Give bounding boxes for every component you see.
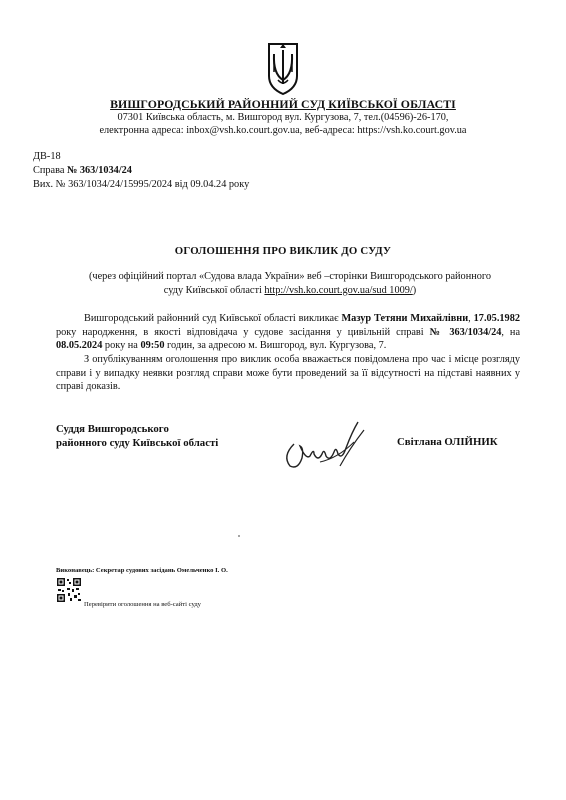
court-address: 07301 Київська область, м. Вишгород вул. Кургузова, 7, тел.(04596)-26-170, xyxy=(117,112,449,123)
notice-paragraph-1 xyxy=(56,312,520,353)
p1-text-d: , на xyxy=(501,326,521,338)
court-contacts: електронна адреса: inbox@vsh.ko.court.gov.ua, веб-адреса: https://vsh.ko.court.gov.ua xyxy=(99,125,467,136)
subtitle-text: (через офіційний портал «Судова влада України» веб –сторінки Вишгородського районного суду Київської області xyxy=(89,271,491,296)
p1-text-a: Вишгородський районний суд Київської області викликає xyxy=(84,313,342,324)
form-code: ДВ-18 xyxy=(33,151,61,162)
judge-position-line-1: Суддя Вишгородського xyxy=(56,423,169,435)
notice-subtitle xyxy=(80,270,500,297)
p1-text-e: року на xyxy=(102,340,141,352)
executor-line: Виконавець: Секретар судових засідань Омельченко І. О. xyxy=(56,567,228,574)
trident-emblem-icon xyxy=(265,40,301,96)
hearing-date: 08.05.2024 xyxy=(56,340,103,352)
notice-title: ОГОЛОШЕННЯ ПРО ВИКЛИК ДО СУДУ xyxy=(174,245,392,257)
p1-text-f: годин, за адресою м. Вишгород, вул. Кургузова, 7. xyxy=(164,340,387,352)
court-link[interactable]: http://vsh.ko.court.gov.ua/sud 1009/ xyxy=(264,284,413,296)
handwritten-signature xyxy=(280,408,370,478)
judge-position xyxy=(56,422,218,450)
court-name: ВИШГОРОДСЬКИЙ РАЙОННИЙ СУД КИЇВСЬКОЇ ОБЛАСТІ xyxy=(110,97,456,111)
scan-speck xyxy=(238,535,240,537)
case-number-line xyxy=(33,164,132,178)
judge-name: Світлана ОЛІЙНИК xyxy=(397,436,498,448)
notice-paragraph-2 xyxy=(56,353,520,394)
p1-case-number: № 363/1034/24 xyxy=(429,326,502,338)
defendant-name: Мазур Тетяни Михайлівни xyxy=(341,313,469,324)
judge-position-line-2: районного суду Київської області xyxy=(56,437,219,449)
case-number: № 363/1034/24 xyxy=(66,165,132,176)
hearing-time: 09:50 xyxy=(140,340,165,352)
case-prefix: Справа xyxy=(33,165,67,176)
subtitle-end: ) xyxy=(412,284,417,296)
p1-text-c: року народження, в якості відповідача у судове засідання у цивільній справі xyxy=(56,326,430,338)
p2-text: З опублікуванням оголошення про виклик особа вважається повідомлена про час і місце розгляду справи і у випадку неявки розгляд справи може бути проведений за її відсутності на підставі наявних у справі доказів. xyxy=(56,354,520,393)
outgoing-number: Вих. № 363/1034/24/15995/2024 від 09.04.24 року xyxy=(33,179,250,190)
defendant-dob: 17.05.1982 xyxy=(473,313,520,324)
qr-verify-note: Перевірити оголошення на веб-сайті суду xyxy=(84,601,201,608)
p1-text-b: , xyxy=(468,313,474,324)
qr-code-icon[interactable] xyxy=(56,577,82,603)
